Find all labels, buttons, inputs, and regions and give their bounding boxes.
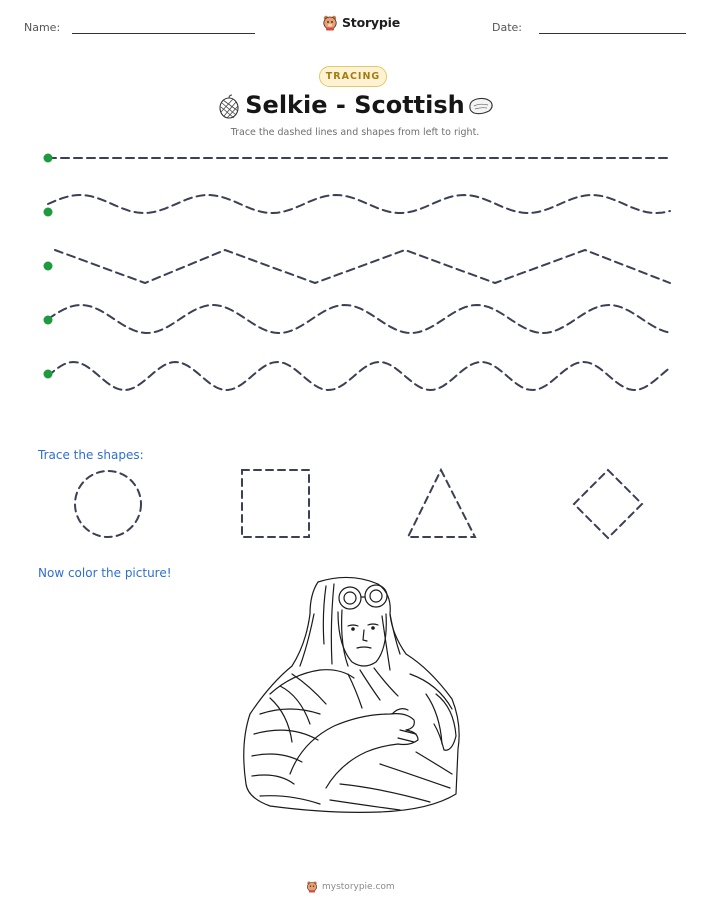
brand-name: Storypie — [342, 14, 400, 30]
name-label: Name: — [24, 21, 61, 34]
trace-circle-shape[interactable] — [75, 471, 141, 537]
color-section-label: Now color the picture! — [38, 566, 172, 580]
worksheet-title: Selkie - Scottish — [245, 91, 465, 119]
tracing-line-zigzag[interactable] — [55, 250, 670, 283]
footer-url[interactable]: mystorypie.com — [322, 881, 395, 892]
selkie-coloring-illustration — [230, 574, 475, 819]
start-dot — [44, 316, 53, 325]
start-dot — [44, 370, 53, 379]
trace-triangle-shape[interactable] — [408, 470, 475, 537]
trace-square-shape[interactable] — [242, 470, 309, 537]
instructions: Trace the dashed lines and shapes from left to right. — [230, 127, 480, 138]
tracing-line-gentle-wave[interactable] — [48, 195, 670, 213]
trace-diamond-shape[interactable] — [574, 470, 642, 538]
tracing-badge: TRACING — [319, 66, 387, 87]
shapes-section-label: Trace the shapes: — [38, 448, 144, 462]
footer — [306, 880, 395, 893]
date-label: Date: — [492, 21, 522, 34]
start-dot — [44, 208, 53, 217]
tracing-lines-area — [0, 0, 709, 420]
tracing-line-deep-wave[interactable] — [48, 362, 670, 390]
tracing-line-wave[interactable] — [48, 305, 672, 333]
storypie-mascot-icon — [306, 880, 318, 893]
start-dot — [44, 262, 53, 271]
start-dot — [44, 154, 53, 163]
tracing-shapes — [0, 460, 709, 555]
